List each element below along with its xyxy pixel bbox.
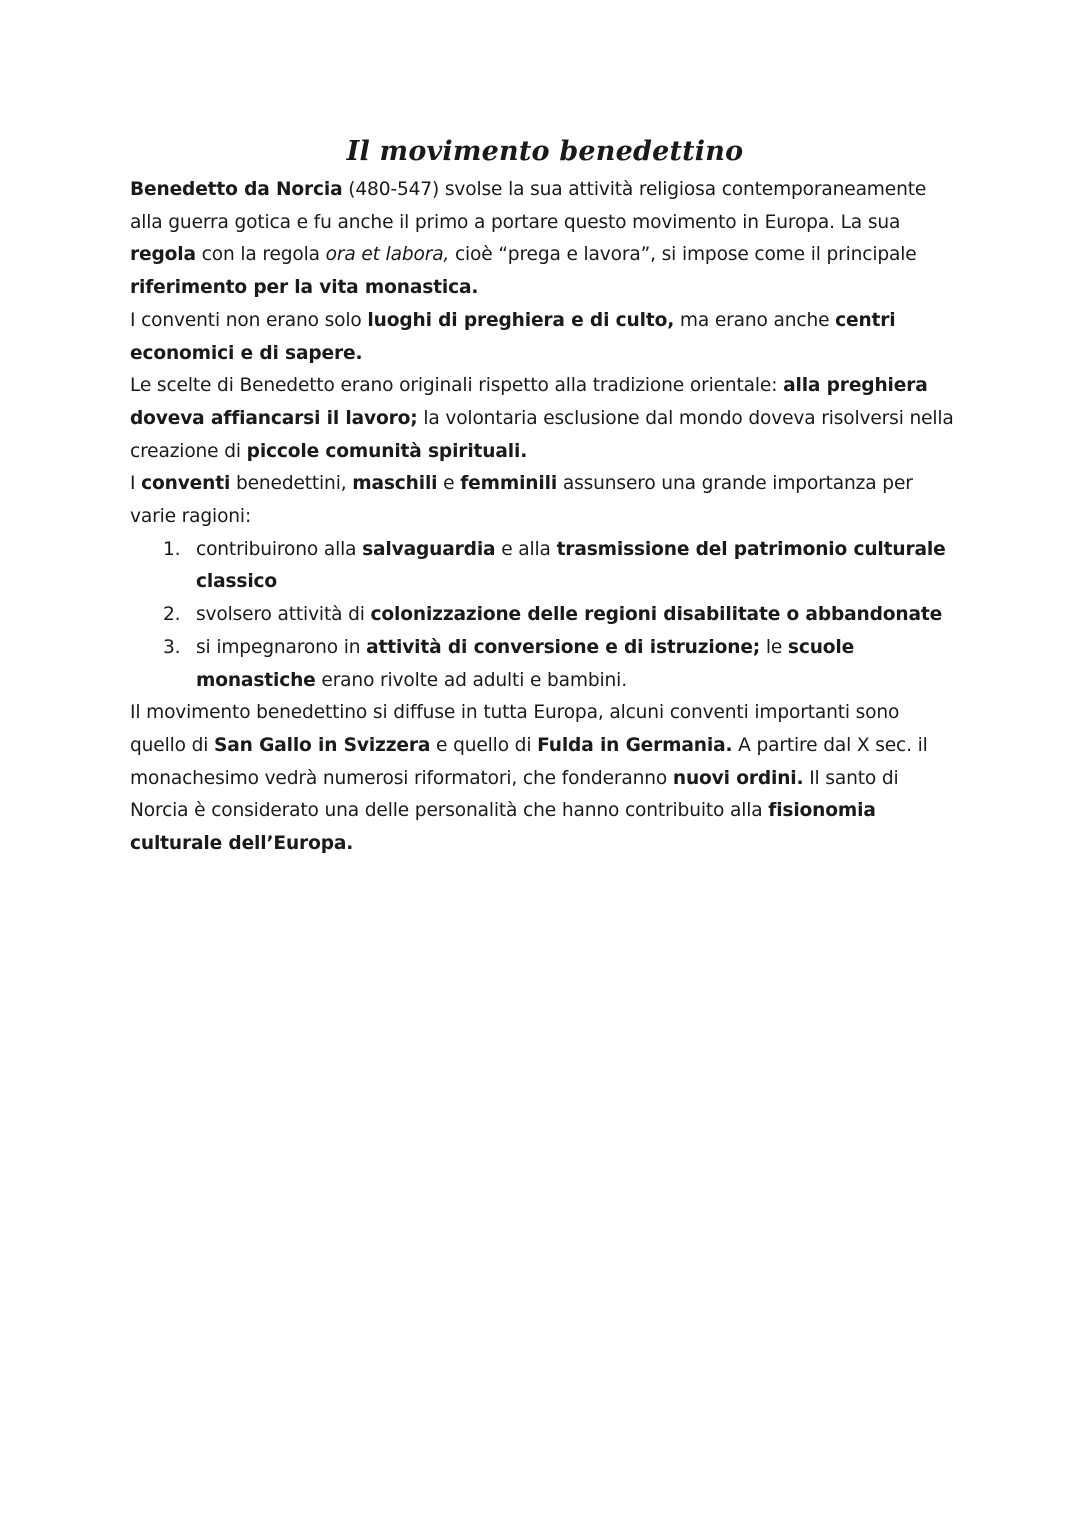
text-run: assunsero una grande importanza per varie ragioni: xyxy=(130,473,913,528)
list-item xyxy=(130,599,960,632)
text-run: e quello di xyxy=(430,734,538,756)
bold-text: luoghi di preghiera e di culto, xyxy=(367,309,675,331)
paragraph-benedetto xyxy=(130,174,960,305)
paragraph-scelte xyxy=(130,370,960,468)
text-run: e xyxy=(437,473,461,495)
bold-text: salvaguardia xyxy=(362,538,496,560)
bold-text: nuovi ordini. xyxy=(672,767,804,789)
page-title: Il movimento benedettino xyxy=(346,136,744,167)
text-run: si impegnarono in xyxy=(196,636,367,658)
text-run: (480-547) svolse la sua attività religiosa contemporaneamente alla guerra gotica e fu anche il primo a portare questo movimento in Europa. La sua xyxy=(130,179,927,233)
text-run: con la regola xyxy=(195,244,326,266)
text-run: svolsero attività di xyxy=(196,604,371,626)
list-item xyxy=(130,534,960,599)
text-run: I conventi non erano solo xyxy=(130,309,368,331)
text-run: ma erano anche xyxy=(674,309,836,331)
document-body xyxy=(130,174,960,861)
bold-text: scuole monastiche xyxy=(196,636,855,691)
paragraph-importanza xyxy=(130,468,960,533)
text-run: A partire dal X sec. il monachesimo vedrà numerosi riformatori, che fonderanno xyxy=(130,734,928,789)
bold-text: alla preghiera doveva affiancarsi il lavoro; xyxy=(130,375,928,429)
list-number: 3. xyxy=(163,636,181,658)
text-run: le xyxy=(760,636,788,658)
paragraph-conventi xyxy=(130,305,960,370)
bold-text: centri economici e di sapere. xyxy=(130,309,896,364)
text-run: e alla xyxy=(495,538,557,560)
bold-text: colonizzazione delle regioni disabilitate o abbandonate xyxy=(370,604,943,626)
text-run: Le scelte di Benedetto erano originali rispetto alla tradizione orientale: xyxy=(130,375,784,397)
bold-text: San Gallo in Svizzera xyxy=(214,734,431,756)
bold-text: piccole comunità spirituali. xyxy=(246,440,528,462)
bold-text: regola xyxy=(130,244,196,266)
text-run: benedettini, xyxy=(230,473,353,495)
text-run: I xyxy=(130,473,142,495)
bold-text: Benedetto da Norcia xyxy=(130,179,343,200)
list-number: 1. xyxy=(163,538,181,560)
text-run: Il santo di Norcia è considerato una delle personalità che hanno contribuito alla xyxy=(130,767,899,822)
text-run: la volontaria esclusione dal mondo doveva risolversi nella creazione di xyxy=(130,407,954,462)
list-item xyxy=(130,632,960,697)
bold-text: fisionomia culturale dell’Europa. xyxy=(130,800,876,855)
bold-text: riferimento per la vita monastica. xyxy=(130,277,479,299)
document-content xyxy=(130,132,960,861)
bold-text: femminili xyxy=(460,473,558,495)
paragraph-diffusione xyxy=(130,697,960,861)
text-run: contribuirono alla xyxy=(196,538,363,560)
text-run: cioè “prega e lavora”, si impose come il principale xyxy=(449,244,917,266)
text-run: erano rivolte ad adulti e bambini. xyxy=(315,669,627,691)
bold-text: maschili xyxy=(352,473,438,495)
bold-text: trasmissione del patrimonio culturale classico xyxy=(196,538,946,593)
bold-text: conventi xyxy=(141,473,231,495)
bold-text: Fulda in Germania. xyxy=(537,734,733,756)
bold-text: attività di conversione e di istruzione; xyxy=(366,636,761,658)
text-run: Il movimento benedettino si diffuse in tutta Europa, alcuni conventi importanti sono quello di xyxy=(130,702,900,756)
reasons-list xyxy=(130,534,960,698)
list-number: 2. xyxy=(163,604,181,626)
italic-text: ora et labora, xyxy=(325,244,450,266)
